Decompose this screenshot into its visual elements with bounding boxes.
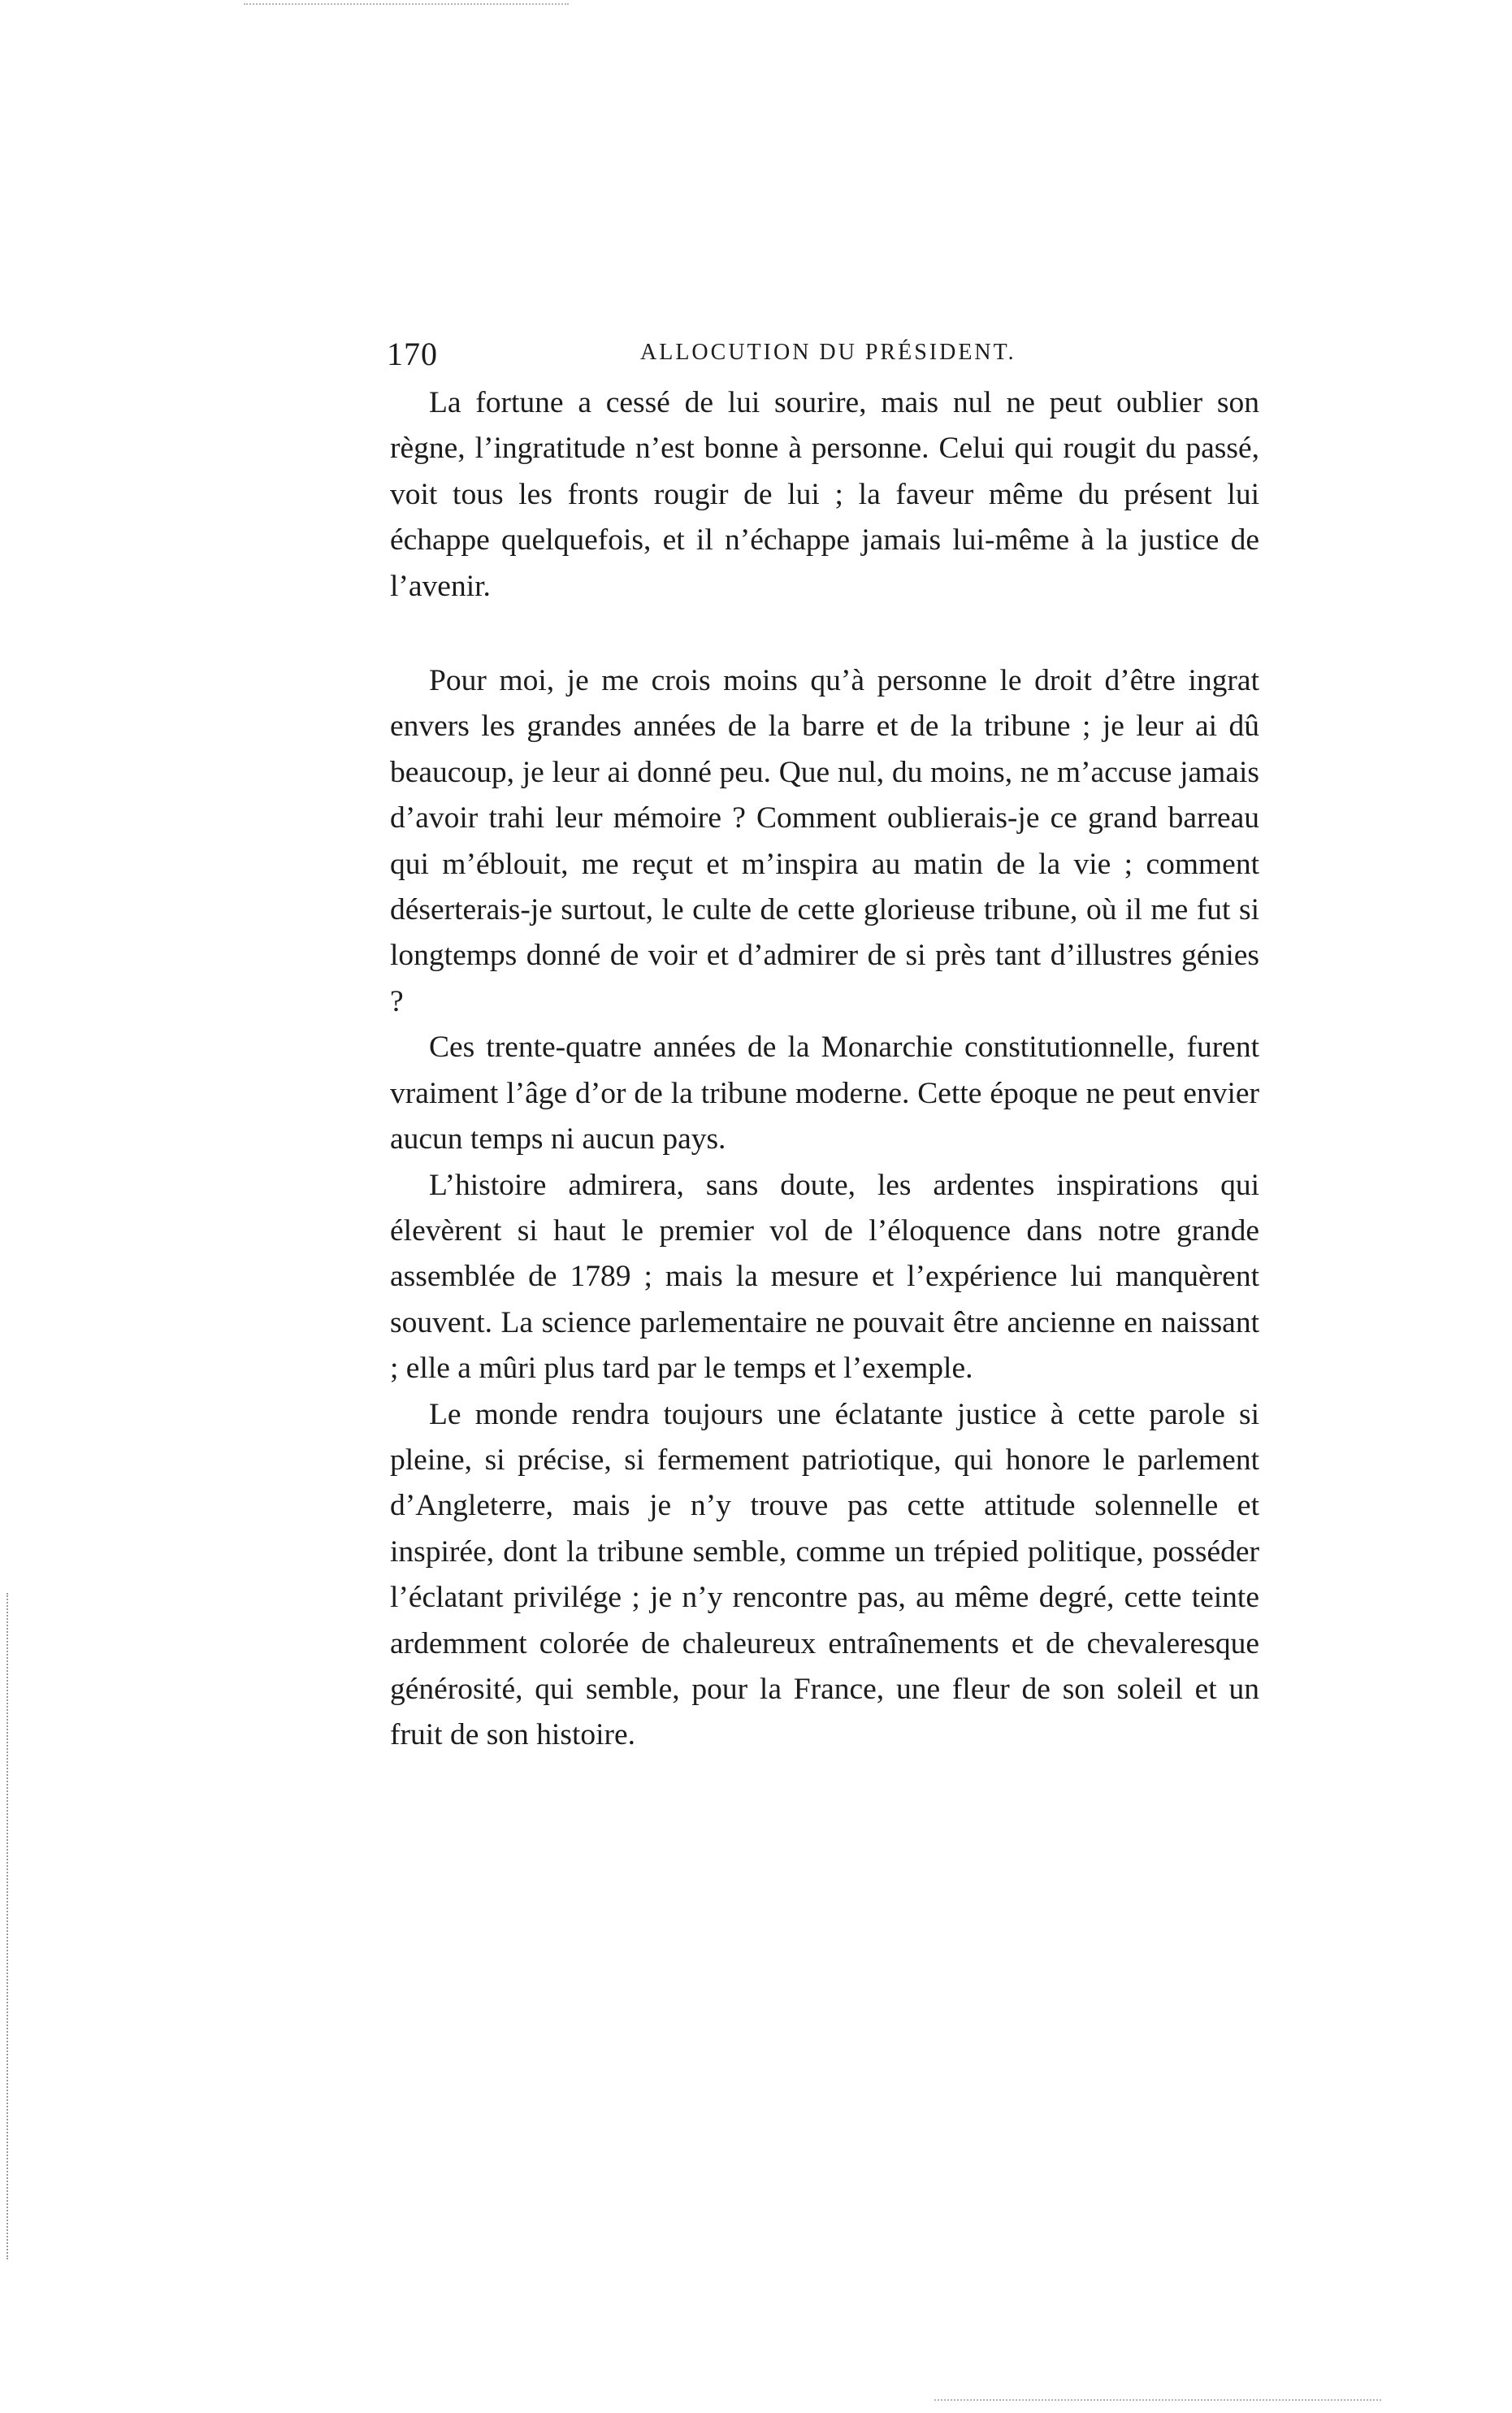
scan-edge-bottom — [934, 2399, 1381, 2401]
paragraph: Ces trente-quatre années de la Monarchie constitutionnelle, furent vraiment l’âge d’or de la tribune moderne. Cette époque ne peut envier aucun temps ni aucun pays. — [390, 1031, 1259, 1157]
running-title: ALLOCUTION DU PRÉSIDENT. — [640, 340, 1016, 365]
paragraph: La fortune a cessé de lui sourire, mais nul ne peut oublier son règne, l’ingratitude n’est bonne à personne. Celui qui rougit du passé, voit tous les fronts rougir de lui ; la faveur même du présent lui échappe quelquefois, et il n’échappe jamais lui-même à la justice de l’avenir. — [390, 386, 1259, 603]
paragraph: L’histoire admirera, sans doute, les ardentes inspirations qui élevèrent si haut le premier vol de l’éloquence dans notre grande assemblée de 1789 ; mais la mesure et l’expérience lui manquèrent souvent. La science parlementaire ne pouvait être ancienne en naissant ; elle a mûri plus tard par le temps et l’exemple. — [390, 1168, 1259, 1386]
page-number: 170 — [387, 336, 438, 372]
body-text — [390, 380, 1259, 1759]
paragraph: Pour moi, je me crois moins qu’à personne le droit d’être ingrat envers les grandes années de la barre et de la tribune ; je leur ai dû beaucoup, je leur ai donné peu. Que nul, du moins, ne m’accuse jamais d’avoir trahi leur mémoire ? Comment oublierais-je ce grand barreau qui m’éblouit, me reçut et m’inspira au matin de la vie ; comment déserterais-je surtout, le culte de cette glorieuse tribune, où il me fut si longtemps donné de voir et d’admirer de si près tant d’illustres génies ? — [390, 664, 1259, 1018]
scan-edge-top — [244, 3, 569, 5]
scan-edge-left — [6, 1593, 8, 2259]
running-head — [387, 335, 1272, 384]
paragraph: Le monde rendra toujours une éclatante justice à cette parole si pleine, si précise, si fermement patriotique, qui honore le parlement d’Angleterre, mais je n’y trouve pas cette attitude solennelle et inspirée, dont la tribune semble, comme un trépied politique, posséder l’éclatant privilége ; je n’y rencontre pas, au même degré, cette teinte ardemment colorée de chaleureux entraînements et de chevaleresque générosité, qui semble, pour la France, une fleur de son soleil et un fruit de son histoire. — [390, 1397, 1259, 1752]
